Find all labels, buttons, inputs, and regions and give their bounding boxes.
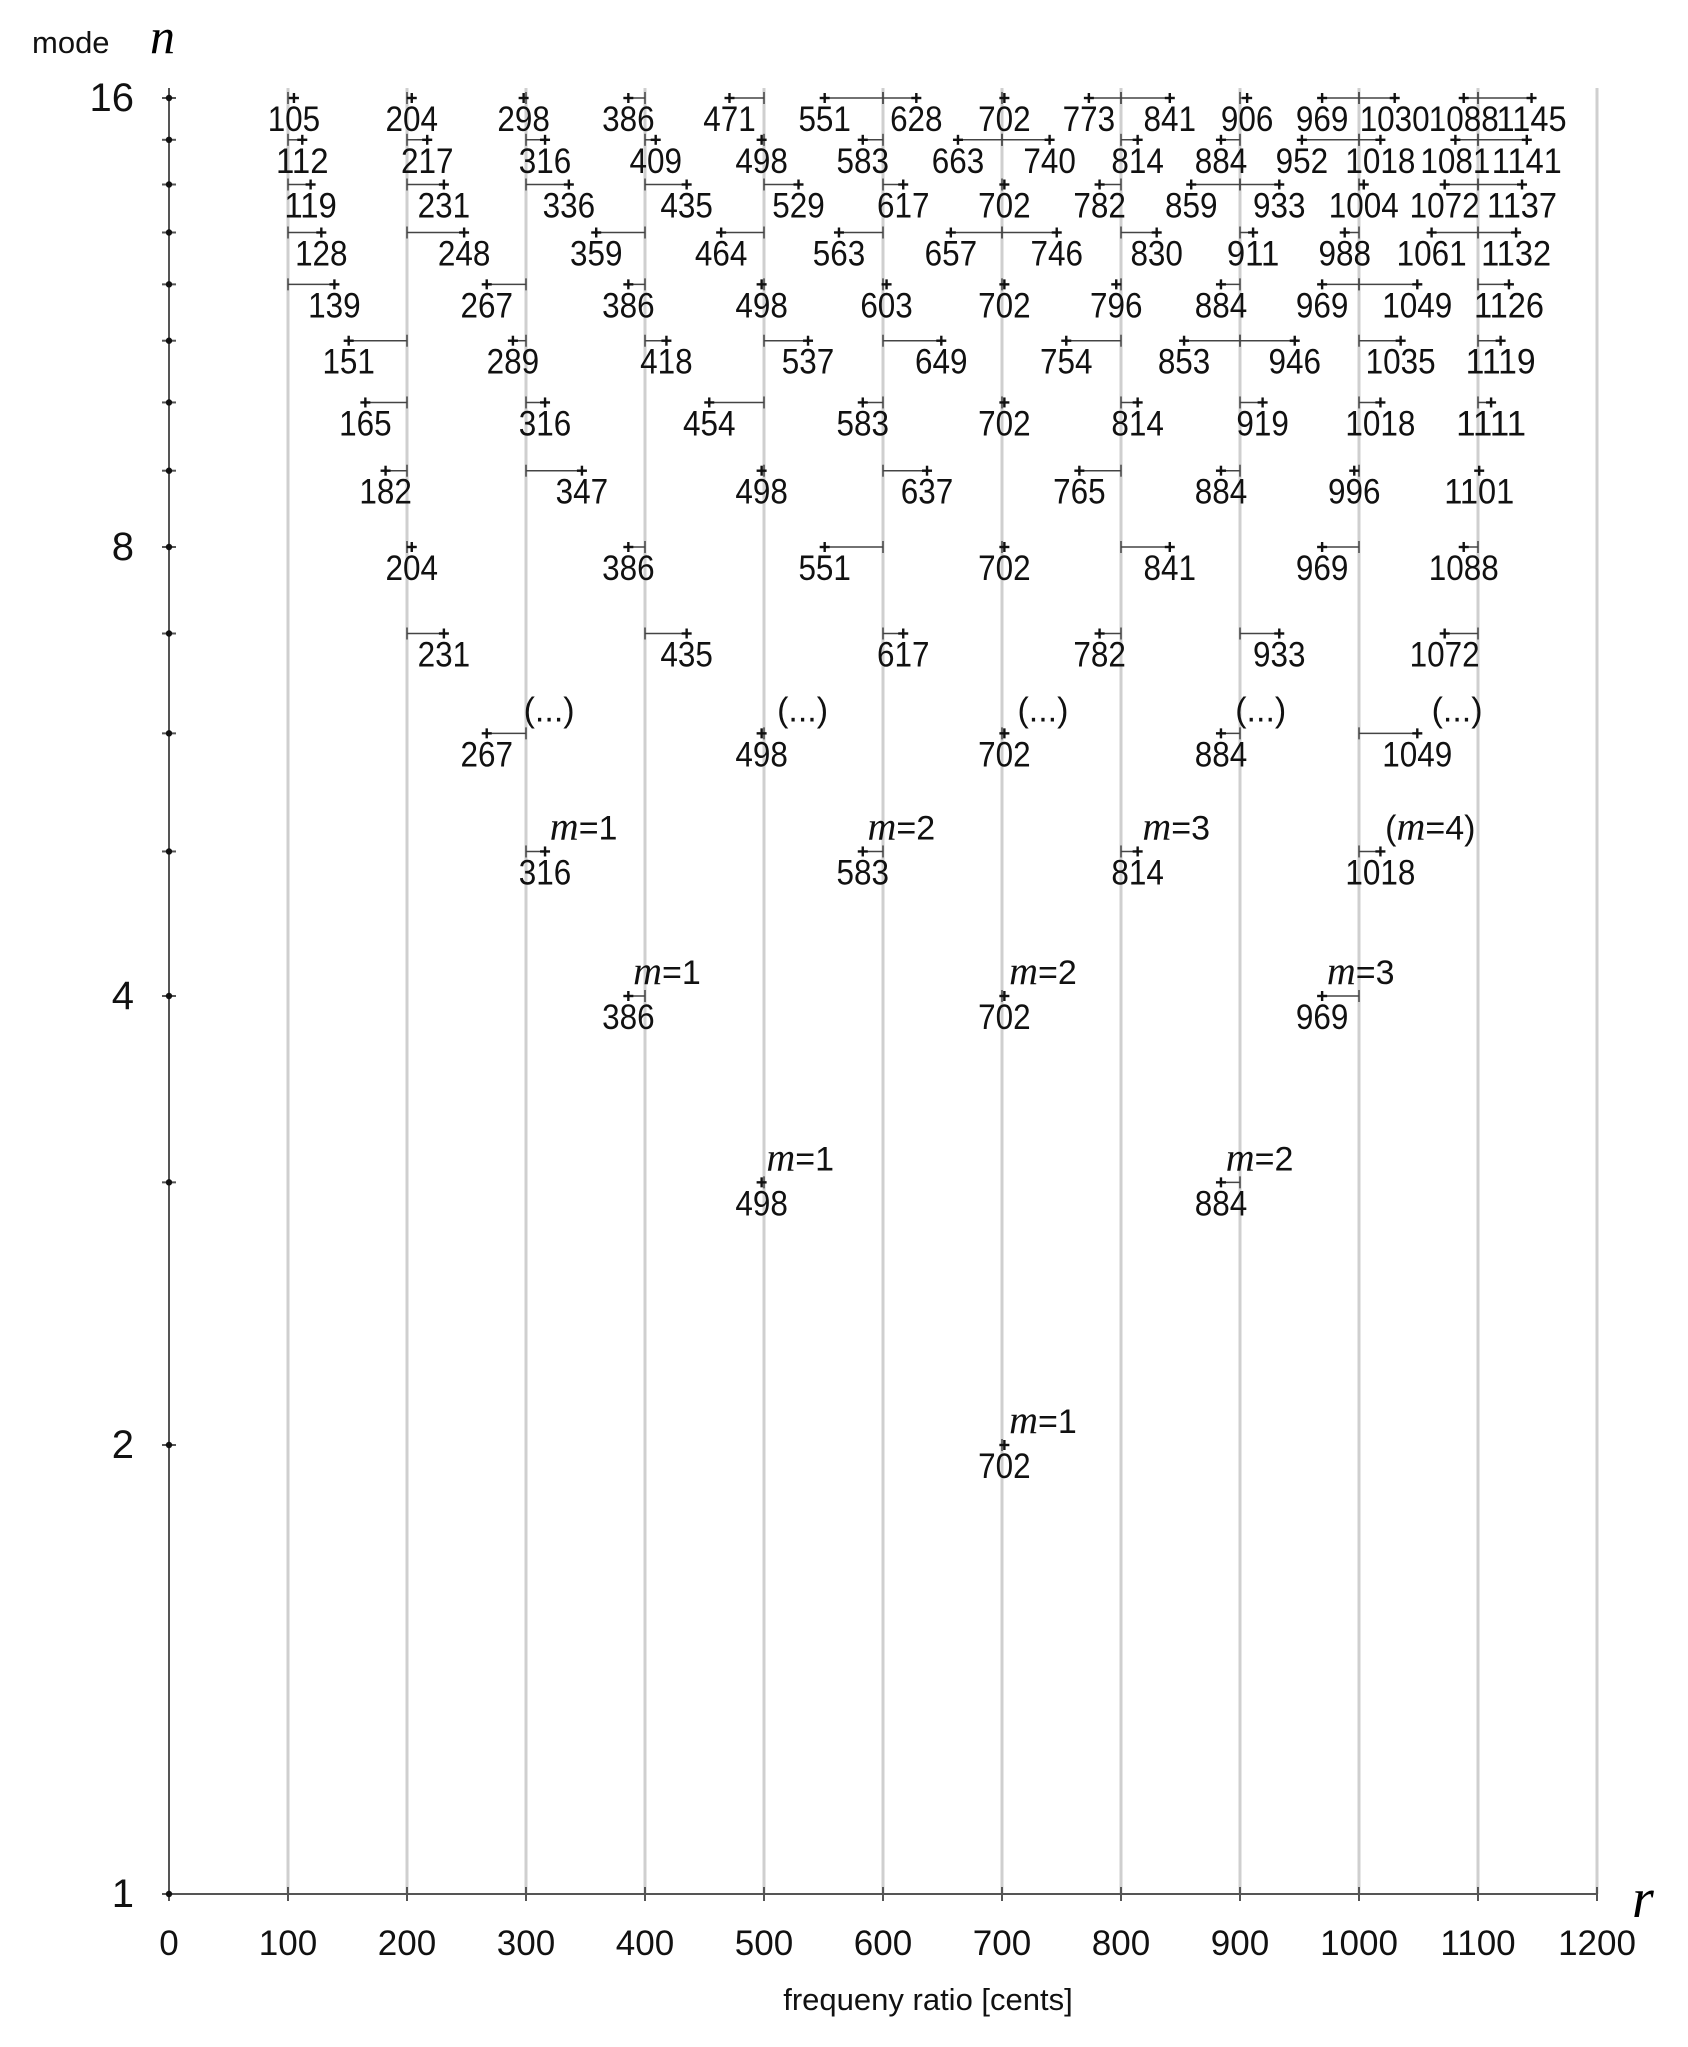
data-label: 139 <box>308 286 361 326</box>
data-label: 386 <box>602 549 655 588</box>
data-label: 1049 <box>1382 286 1453 326</box>
data-label: 1081 <box>1420 141 1491 181</box>
data-label: 796 <box>1089 286 1143 326</box>
annotation: m=2 <box>1225 1134 1294 1180</box>
data-label: 1072 <box>1409 186 1480 226</box>
data-label: 454 <box>683 404 736 444</box>
data-label: 529 <box>772 186 825 226</box>
data-label: 1126 <box>1473 286 1544 326</box>
data-label: 1145 <box>1496 100 1567 139</box>
y-tick-dot <box>166 1442 172 1448</box>
data-label: 969 <box>1295 100 1349 139</box>
x-tick-label: 600 <box>853 1924 913 1963</box>
data-label: 884 <box>1194 735 1248 775</box>
data-label: 1119 <box>1465 342 1536 382</box>
data-label: 754 <box>1040 342 1093 382</box>
data-label: 617 <box>876 635 930 675</box>
data-label: 464 <box>694 234 748 274</box>
y-tick-dot <box>166 1179 172 1185</box>
data-label: 1137 <box>1487 186 1558 226</box>
data-label: 814 <box>1111 853 1164 893</box>
data-label: 649 <box>915 342 968 382</box>
data-label: 231 <box>417 635 471 675</box>
data-label: 740 <box>1023 141 1076 181</box>
data-label: 498 <box>735 1184 788 1224</box>
data-label: 782 <box>1073 186 1126 226</box>
data-label: 702 <box>978 735 1031 775</box>
y-axis-label: mode <box>32 25 110 60</box>
y-tick-dot <box>166 544 172 550</box>
data-label: 1018 <box>1345 853 1416 893</box>
data-label: 336 <box>542 186 596 226</box>
data-label: 359 <box>569 234 623 274</box>
data-label: 1061 <box>1396 234 1467 274</box>
data-label: 884 <box>1194 472 1248 512</box>
data-label: 911 <box>1226 234 1280 274</box>
data-label: 537 <box>781 342 835 382</box>
data-label: 702 <box>978 404 1031 444</box>
data-label: 637 <box>900 472 954 512</box>
y-tick-dot <box>166 630 172 636</box>
data-label: 1088 <box>1428 100 1499 139</box>
data-label: 782 <box>1073 635 1126 675</box>
y-tick-dot <box>166 281 172 287</box>
data-label: 551 <box>798 549 851 588</box>
x-tick-label: 900 <box>1210 1924 1270 1963</box>
annotation: m=2 <box>1009 948 1077 993</box>
data-label: 248 <box>437 234 491 274</box>
annotation: m=2 <box>867 803 936 849</box>
data-label: 933 <box>1253 186 1306 226</box>
data-label: 663 <box>931 141 985 181</box>
data-label: 952 <box>1275 141 1329 181</box>
data-label: 933 <box>1253 635 1306 675</box>
data-label: 182 <box>359 472 412 512</box>
data-label: 702 <box>978 1447 1031 1486</box>
annotation: m=3 <box>1142 803 1211 849</box>
data-label: 841 <box>1143 549 1197 588</box>
data-label: 702 <box>978 549 1031 588</box>
data-label: 1111 <box>1456 404 1527 444</box>
data-label: 1049 <box>1382 735 1453 775</box>
data-label: 628 <box>890 100 943 139</box>
y-tick-dot <box>166 95 172 101</box>
data-label: 267 <box>460 735 513 775</box>
x-tick-label: 1200 <box>1558 1924 1636 1963</box>
y-axis-symbol: n <box>150 8 175 64</box>
x-tick-label: 500 <box>734 1924 794 1963</box>
data-label: 204 <box>385 549 439 588</box>
data-marks <box>268 92 1567 1486</box>
data-label: 498 <box>735 141 788 181</box>
x-tick-label: 300 <box>496 1924 556 1963</box>
data-label: 1101 <box>1444 472 1515 512</box>
y-tick-dot <box>166 137 172 143</box>
annotation: (...) <box>523 691 575 730</box>
annotation: m=1 <box>1009 1397 1077 1442</box>
data-label: 128 <box>295 234 348 274</box>
data-label: 830 <box>1130 234 1183 274</box>
x-tick-label: 100 <box>258 1924 318 1963</box>
y-tick-label: 16 <box>89 76 134 120</box>
data-label: 471 <box>703 100 756 139</box>
data-label: 988 <box>1318 234 1371 274</box>
data-label: 859 <box>1164 186 1218 226</box>
data-label: 853 <box>1157 342 1211 382</box>
data-label: 498 <box>735 472 788 512</box>
data-label: 151 <box>322 342 375 382</box>
data-label: 1018 <box>1345 404 1416 444</box>
y-tick-label: 8 <box>111 525 134 569</box>
x-tick-label: 200 <box>377 1924 437 1963</box>
annotation: (...) <box>1431 691 1483 730</box>
annotation: (m=4) <box>1385 803 1476 849</box>
y-tick-label: 4 <box>111 974 134 1018</box>
y-tick-dot <box>166 338 172 344</box>
y-tick-dot <box>166 1891 172 1897</box>
data-label: 702 <box>978 100 1031 139</box>
data-label: 409 <box>629 141 682 181</box>
y-tick-dot <box>166 848 172 854</box>
data-label: 105 <box>267 100 321 139</box>
data-label: 884 <box>1194 141 1248 181</box>
x-tick-label: 400 <box>615 1924 675 1963</box>
data-label: 617 <box>876 186 930 226</box>
data-label: 1141 <box>1491 141 1562 181</box>
data-label: 1088 <box>1428 549 1499 588</box>
data-label: 702 <box>978 286 1031 326</box>
data-label: 906 <box>1220 100 1274 139</box>
data-label: 498 <box>735 286 788 326</box>
data-label: 435 <box>660 635 713 675</box>
y-tick-dot <box>166 730 172 736</box>
data-label: 1004 <box>1328 186 1399 226</box>
data-label: 1018 <box>1345 141 1416 181</box>
annotation: (...) <box>1017 691 1069 730</box>
data-label: 231 <box>417 186 471 226</box>
annotation: m=1 <box>633 948 701 993</box>
data-label: 702 <box>978 186 1031 226</box>
data-label: 289 <box>486 342 540 382</box>
data-label: 603 <box>860 286 913 326</box>
data-label: 657 <box>924 234 978 274</box>
data-label: 814 <box>1111 141 1164 181</box>
y-tick-dot <box>166 468 172 474</box>
x-tick-label: 0 <box>159 1924 179 1963</box>
x-axis-symbol: r <box>1632 1868 1654 1930</box>
data-label: 1030 <box>1359 100 1430 139</box>
data-label: 1035 <box>1365 342 1436 382</box>
data-label: 498 <box>735 735 788 775</box>
data-label: 996 <box>1327 472 1381 512</box>
data-label: 773 <box>1062 100 1116 139</box>
annotation: (...) <box>1235 691 1287 730</box>
data-label: 765 <box>1053 472 1106 512</box>
y-tick-dot <box>166 993 172 999</box>
annotation: (...) <box>777 691 829 730</box>
data-label: 386 <box>602 286 655 326</box>
data-label: 347 <box>555 472 609 512</box>
x-tick-label: 1100 <box>1440 1924 1516 1963</box>
data-label: 386 <box>602 100 655 139</box>
annotation: m=1 <box>549 803 618 849</box>
data-label: 316 <box>518 853 572 893</box>
data-label: 435 <box>660 186 713 226</box>
x-tick-label: 700 <box>972 1924 1032 1963</box>
data-label: 702 <box>978 998 1031 1037</box>
data-label: 204 <box>385 100 439 139</box>
x-axis-label: frequeny ratio [cents] <box>783 1982 1073 2017</box>
y-tick-label: 2 <box>111 1423 134 1467</box>
data-label: 814 <box>1111 404 1164 444</box>
data-label: 583 <box>836 853 890 893</box>
data-label: 267 <box>460 286 513 326</box>
data-label: 583 <box>836 141 890 181</box>
data-label: 386 <box>602 998 655 1037</box>
data-label: 316 <box>518 404 572 444</box>
data-label: 217 <box>400 141 454 181</box>
data-label: 165 <box>339 404 392 444</box>
data-label: 746 <box>1030 234 1083 274</box>
data-label: 583 <box>836 404 890 444</box>
data-label: 884 <box>1194 1184 1248 1224</box>
data-label: 563 <box>812 234 866 274</box>
data-label: 418 <box>640 342 693 382</box>
annotation: m=1 <box>766 1134 835 1180</box>
data-label: 1132 <box>1481 234 1552 274</box>
data-label: 919 <box>1236 404 1289 444</box>
data-label: 969 <box>1295 286 1349 326</box>
data-label: 298 <box>497 100 550 139</box>
data-label: 551 <box>798 100 851 139</box>
y-tick-dot <box>166 229 172 235</box>
data-label: 316 <box>518 141 572 181</box>
data-label: 119 <box>284 186 337 226</box>
y-tick-dot <box>166 399 172 405</box>
data-label: 112 <box>276 141 329 181</box>
annotation: m=3 <box>1326 948 1395 993</box>
data-label: 1072 <box>1409 635 1480 675</box>
data-label: 884 <box>1194 286 1248 326</box>
data-label: 841 <box>1143 100 1197 139</box>
x-tick-label: 1000 <box>1320 1924 1398 1963</box>
data-label: 969 <box>1295 998 1349 1037</box>
data-label: 969 <box>1295 549 1349 588</box>
y-tick-label: 1 <box>111 1872 134 1916</box>
y-tick-dot <box>166 181 172 187</box>
x-tick-label: 800 <box>1091 1924 1151 1963</box>
data-label: 946 <box>1268 342 1321 382</box>
